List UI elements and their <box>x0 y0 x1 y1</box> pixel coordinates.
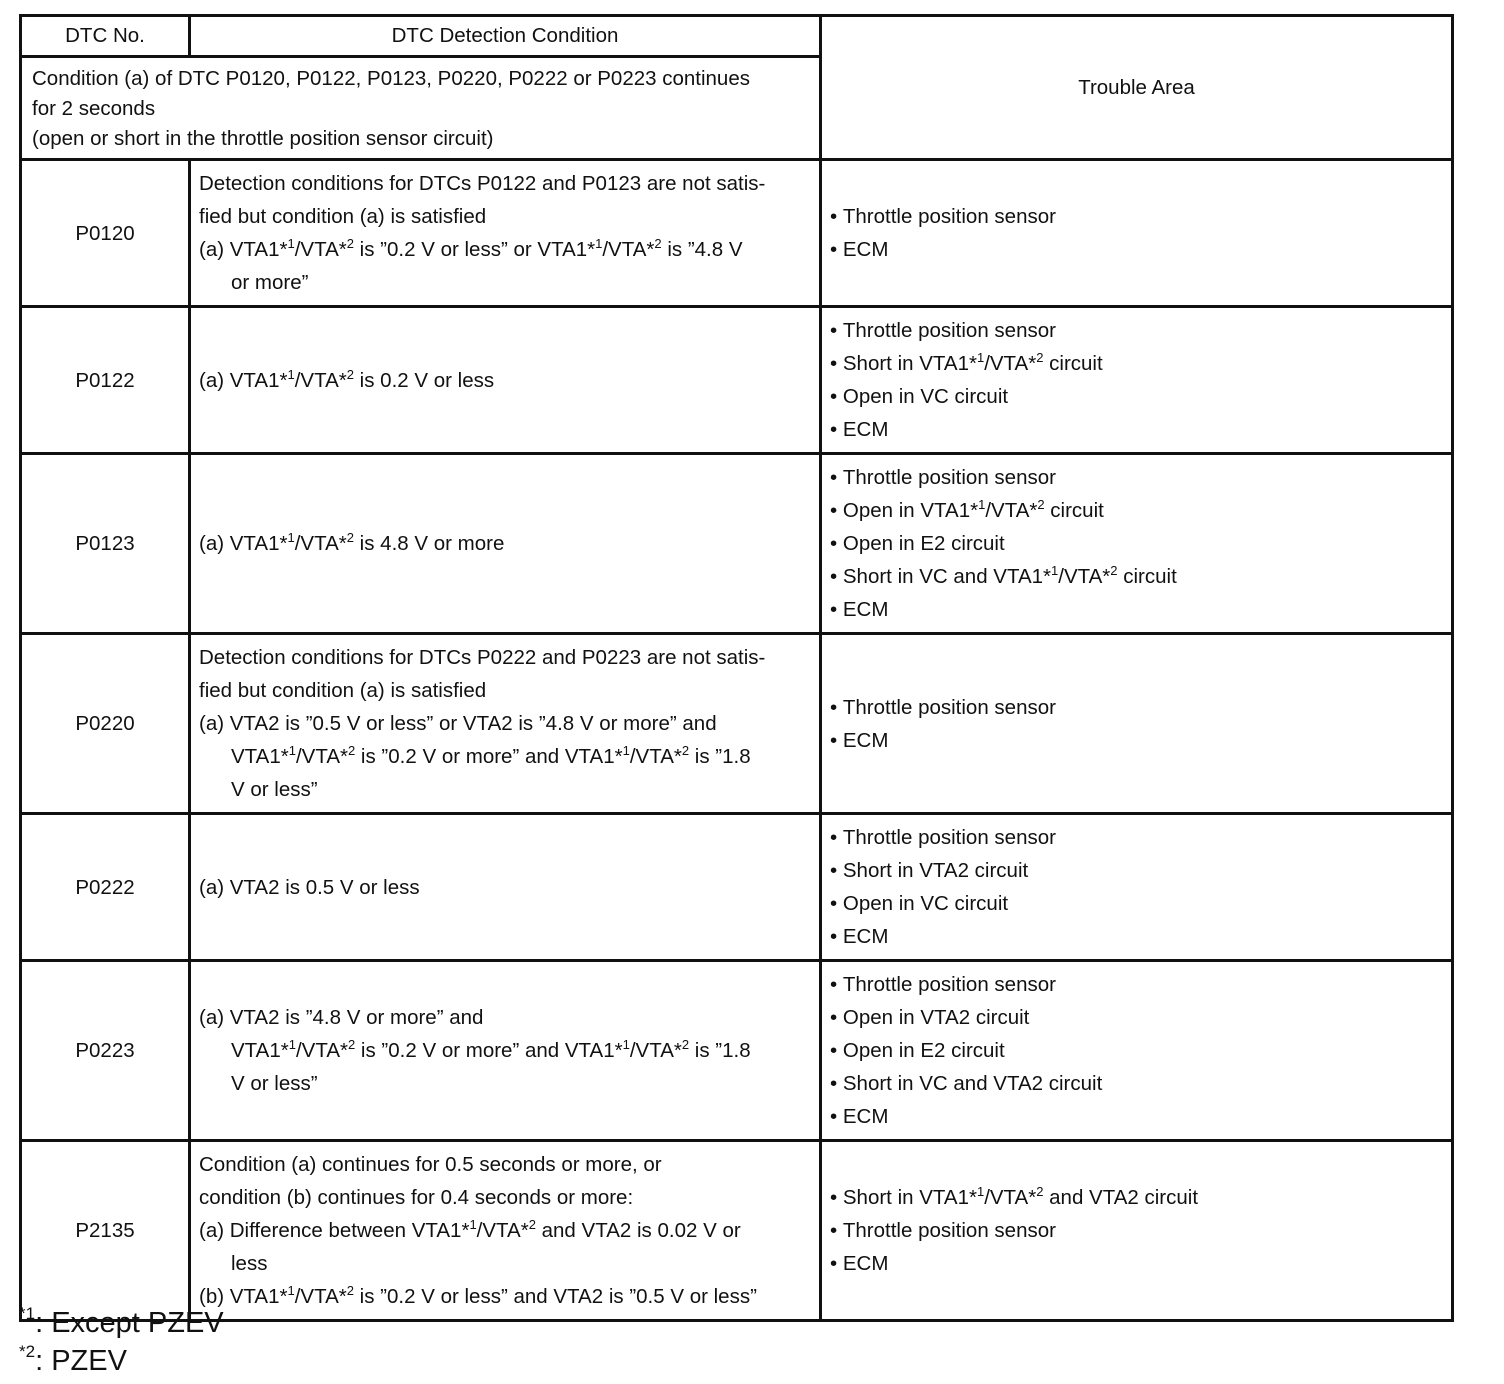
detection-line: (b) VTA1*$^1$/VTA*$^2$ is ”0.2 V or less” and VTA2 is ”0.5 V or less” <box>199 1283 757 1308</box>
trouble-area <box>821 961 1453 1141</box>
detection-condition <box>190 961 821 1141</box>
trouble-area-item: • Short in VC and VTA1*$^1$/VTA*$^2$ circuit <box>830 560 1443 593</box>
detection-line: V or less” <box>231 778 318 801</box>
trouble-area-item: • Short in VTA1*$^1$/VTA*$^2$ circuit <box>830 347 1443 380</box>
trouble-area-item: • ECM <box>830 724 1443 757</box>
trouble-area <box>821 634 1453 814</box>
col-header-detection: DTC Detection Condition <box>190 16 821 57</box>
detection-line: VTA1*$^1$/VTA*$^2$ is ”0.2 V or more” and VTA1*$^1$/VTA*$^2$ is ”1.8 <box>231 1037 751 1062</box>
trouble-area-item: • Short in VC and VTA2 circuit <box>830 1067 1443 1100</box>
trouble-area-item: • Open in E2 circuit <box>830 527 1443 560</box>
detection-condition <box>190 160 821 307</box>
detection-line: (a) VTA2 is 0.5 V or less <box>199 875 420 899</box>
detection-line: (a) VTA1*$^1$/VTA*$^2$ is 0.2 V or less <box>199 366 495 392</box>
col-header-trouble-area: Trouble Area <box>821 16 1453 160</box>
trouble-area-item: • Open in VC circuit <box>830 380 1443 413</box>
trouble-area-item: • Throttle position sensor <box>830 1214 1443 1247</box>
detection-line: (a) Difference between VTA1*$^1$/VTA*$^2$ and VTA2 is 0.02 V or <box>199 1217 741 1242</box>
header-row <box>21 16 1453 57</box>
detection-line: (a) VTA1*$^1$/VTA*$^2$ is ”0.2 V or less” or VTA1*$^1$/VTA*$^2$ is ”4.8 V <box>199 236 743 261</box>
table-row <box>21 634 1453 814</box>
col-header-dtc: DTC No. <box>21 16 190 57</box>
trouble-area-item: • Throttle position sensor <box>830 200 1443 233</box>
trouble-area-item: • ECM <box>830 593 1443 626</box>
trouble-area-item: • Open in VC circuit <box>830 887 1443 920</box>
trouble-area-item: • Throttle position sensor <box>830 968 1443 1001</box>
dtc-code: P0122 <box>21 307 190 454</box>
detection-line: or more” <box>231 271 309 294</box>
detection-condition <box>190 1141 821 1321</box>
trouble-area-item: • Throttle position sensor <box>830 691 1443 724</box>
detection-line: VTA1*$^1$/VTA*$^2$ is ”0.2 V or more” and VTA1*$^1$/VTA*$^2$ is ”1.8 <box>231 743 751 768</box>
trouble-area-item: • Throttle position sensor <box>830 461 1443 494</box>
detection-line: (a) VTA2 is ”4.8 V or more” and <box>199 1006 484 1029</box>
table-row <box>21 454 1453 634</box>
trouble-area-item: • ECM <box>830 920 1443 953</box>
trouble-area-item: • Short in VTA1*$^1$/VTA*$^2$ and VTA2 circuit <box>830 1181 1443 1214</box>
dtc-code: P2135 <box>21 1141 190 1321</box>
detection-line: Detection conditions for DTCs P0222 and P0223 are not satis- <box>199 646 766 669</box>
trouble-area-item: • Throttle position sensor <box>830 821 1443 854</box>
detection-line: (a) VTA2 is ”0.5 V or less” or VTA2 is ”4.8 V or more” and <box>199 712 717 735</box>
trouble-area-item: • Short in VTA2 circuit <box>830 854 1443 887</box>
table-row <box>21 160 1453 307</box>
detection-line: V or less” <box>231 1072 318 1095</box>
trouble-area-item: • Open in VTA2 circuit <box>830 1001 1443 1034</box>
common-condition: Condition (a) of DTC P0120, P0122, P0123, P0220, P0222 or P0223 continues for 2 seconds (open or short in the throttle position sensor circuit) <box>21 57 821 160</box>
detection-condition <box>190 634 821 814</box>
trouble-area-item: • ECM <box>830 233 1443 266</box>
detection-condition <box>190 454 821 634</box>
dtc-code: P0223 <box>21 961 190 1141</box>
dtc-code: P0120 <box>21 160 190 307</box>
trouble-area <box>821 454 1453 634</box>
detection-line: less <box>231 1252 268 1275</box>
table-row <box>21 307 1453 454</box>
dtc-table <box>19 14 1454 1322</box>
trouble-area-item: • ECM <box>830 1247 1443 1280</box>
trouble-area-item: • Throttle position sensor <box>830 314 1443 347</box>
trouble-area <box>821 1141 1453 1321</box>
dtc-rows <box>21 160 1453 1321</box>
table-row <box>21 961 1453 1141</box>
detection-condition <box>190 814 821 961</box>
dtc-code: P0123 <box>21 454 190 634</box>
trouble-area-item: • Open in VTA1*$^1$/VTA*$^2$ circuit <box>830 494 1443 527</box>
detection-line: Condition (a) continues for 0.5 seconds or more, or <box>199 1153 662 1176</box>
trouble-area-item: • ECM <box>830 1100 1443 1133</box>
dtc-code: P0222 <box>21 814 190 961</box>
footnote: $^{*2}$: PZEV <box>19 1342 127 1377</box>
detection-line: (a) VTA1*$^1$/VTA*$^2$ is 4.8 V or more <box>199 530 505 555</box>
trouble-area-item: • ECM <box>830 413 1443 446</box>
detection-line: fied but condition (a) is satisfied <box>199 205 487 228</box>
footnotes <box>19 1304 224 1380</box>
trouble-area-item: • Open in E2 circuit <box>830 1034 1443 1067</box>
footnote: $^{*1}$: Except PZEV <box>19 1304 224 1339</box>
table-row <box>21 814 1453 961</box>
table-row <box>21 1141 1453 1321</box>
trouble-area <box>821 307 1453 454</box>
dtc-code: P0220 <box>21 634 190 814</box>
detection-condition <box>190 307 821 454</box>
detection-line: condition (b) continues for 0.4 seconds or more: <box>199 1186 634 1209</box>
trouble-area <box>821 160 1453 307</box>
trouble-area <box>821 814 1453 961</box>
detection-line: fied but condition (a) is satisfied <box>199 679 487 702</box>
detection-line: Detection conditions for DTCs P0122 and P0123 are not satis- <box>199 172 766 195</box>
